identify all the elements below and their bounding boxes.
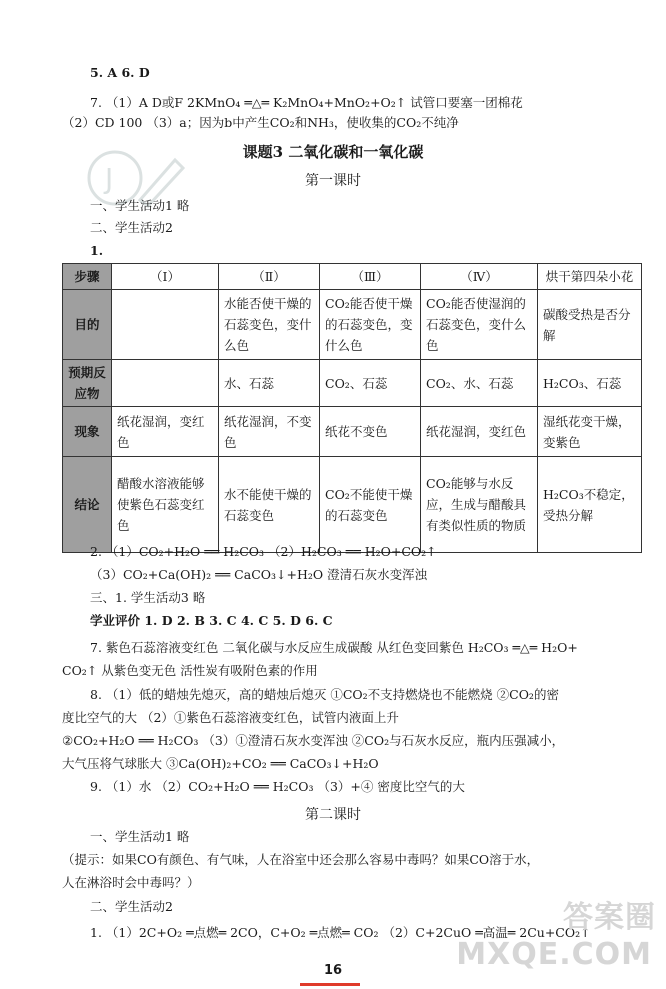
table-row	[63, 290, 642, 360]
table-cell: 湿纸花变干燥，变紫色	[538, 407, 642, 457]
page-accent-bar	[300, 983, 360, 986]
table-header-cell: （Ⅲ）	[320, 264, 421, 290]
table-cell: 水、石蕊	[219, 360, 320, 407]
question-1-label: 1.	[90, 243, 104, 258]
table-cell: CO₂、水、石蕊	[421, 360, 538, 407]
lesson-2-answer-1: 1. （1）2C+O₂ ═点燃═ 2CO，C+O₂ ═点燃═ CO₂ （2）C+2CuO ═高温═ 2Cu+CO₂↑	[90, 925, 591, 940]
table-cell: CO₂能否使湿润的石蕊变色，变什么色	[421, 290, 538, 360]
table-cell: CO₂能否使干燥的石蕊变色，变什么色	[320, 290, 421, 360]
answer-7-line1: 7. （1）A D或F 2KMnO₄ ═△═ K₂MnO₄+MnO₂+O₂↑ 试管口要塞一团棉花	[90, 95, 523, 110]
activity-1: 一、学生活动1 略	[90, 198, 190, 213]
row-label: 目的	[63, 290, 112, 360]
table-cell: H₂CO₃、石蕊	[538, 360, 642, 407]
answer-2-line2: （3）CO₂+Ca(OH)₂ ══ CaCO₃↓+H₂O 澄清石灰水变浑浊	[90, 567, 428, 582]
eval-8-line1: 8. （1）低的蜡烛先熄灭，高的蜡烛后熄灭 ①CO₂不支持燃烧也不能燃烧 ②CO₂的密	[90, 687, 559, 702]
watermark-url: MXQE.COM	[456, 937, 652, 972]
table-cell: H₂CO₃不稳定，受热分解	[538, 457, 642, 553]
eval-7-line1: 7. 紫色石蕊溶液变红色 二氧化碳与水反应生成碳酸 从红色变回紫色 H₂CO₃ ═△═ H₂O+	[90, 640, 578, 655]
table-cell: CO₂不能使干燥的石蕊变色	[320, 457, 421, 553]
eval-7-line2: CO₂↑ 从紫色变无色 活性炭有吸附色素的作用	[62, 663, 318, 678]
eval-8-line4: 大气压将气球胀大 ③Ca(OH)₂+CO₂ ══ CaCO₃↓+H₂O	[62, 756, 379, 771]
row-label: 结论	[63, 457, 112, 553]
row-label: 现象	[63, 407, 112, 457]
table-cell: 醋酸水溶液能够使紫色石蕊变红色	[112, 457, 219, 553]
table-header-cell: （Ⅳ）	[421, 264, 538, 290]
hint-line1: （提示：如果CO有颜色、有气味，人在浴室中还会那么容易中毒吗？如果CO溶于水，	[62, 852, 540, 867]
answer-5-6: 5. A 6. D	[90, 65, 150, 80]
eval-8-line3: ②CO₂+H₂O ══ H₂CO₃ （3）①澄清石灰水变浑浊 ②CO₂与石灰水反应，瓶内压强减小，	[62, 733, 565, 748]
activity-3: 三、1. 学生活动3 略	[90, 590, 206, 605]
table-cell: 纸花湿润，变红色	[421, 407, 538, 457]
lesson-2-activity-1: 一、学生活动1 略	[90, 829, 190, 844]
activity-2: 二、学生活动2	[90, 220, 173, 235]
evaluation-answers: 学业评价 1. D 2. B 3. C 4. C 5. D 6. C	[90, 613, 333, 628]
table-row	[63, 360, 642, 407]
table-cell: 水不能使干燥的石蕊变色	[219, 457, 320, 553]
table-cell: 碳酸受热是否分解	[538, 290, 642, 360]
svg-text:J: J	[105, 162, 114, 195]
watermark-text: 答案圈	[563, 900, 656, 935]
table-header-cell: 烘干第四朵小花	[538, 264, 642, 290]
eval-9: 9. （1）水 （2）CO₂+H₂O ══ H₂CO₃ （3）+④ 密度比空气的大	[90, 779, 465, 794]
table-cell: 纸花湿润，不变色	[219, 407, 320, 457]
answer-7-line2: （2）CD 100 （3）a；因为b中产生CO₂和NH₃，使收集的CO₂不纯净	[62, 115, 459, 130]
table-cell: 水能否使干燥的石蕊变色，变什么色	[219, 290, 320, 360]
row-label: 预期反应物	[63, 360, 112, 407]
answer-2-line1: 2. （1）CO₂+H₂O ══ H₂CO₃ （2）H₂CO₃ ══ H₂O+CO₂↑	[90, 544, 437, 559]
experiment-table	[62, 263, 642, 553]
table-header-cell: （Ⅱ）	[219, 264, 320, 290]
table-cell: CO₂、石蕊	[320, 360, 421, 407]
table-header-cell: 步骤	[63, 264, 112, 290]
table-cell	[112, 290, 219, 360]
table-header-row	[63, 264, 642, 290]
page-number: 16	[323, 963, 343, 978]
table-row	[63, 407, 642, 457]
eval-8-line2: 度比空气的大 （2）①紫色石蕊溶液变红色，试管内液面上升	[62, 710, 399, 725]
lesson-1-heading: 第一课时	[305, 173, 361, 189]
lesson-2-activity-2: 二、学生活动2	[90, 899, 173, 914]
table-row	[63, 457, 642, 553]
table-header-cell: （Ⅰ）	[112, 264, 219, 290]
table-cell	[112, 360, 219, 407]
lesson-2-heading: 第二课时	[305, 807, 361, 823]
table-cell: 纸花不变色	[320, 407, 421, 457]
table-cell: CO₂能够与水反应，生成与醋酸具有类似性质的物质	[421, 457, 538, 553]
section-title: 课题3 二氧化碳和一氧化碳	[242, 143, 424, 161]
hint-line2: 人在淋浴时会中毒吗？）	[62, 875, 200, 890]
table-cell: 纸花湿润，变红色	[112, 407, 219, 457]
